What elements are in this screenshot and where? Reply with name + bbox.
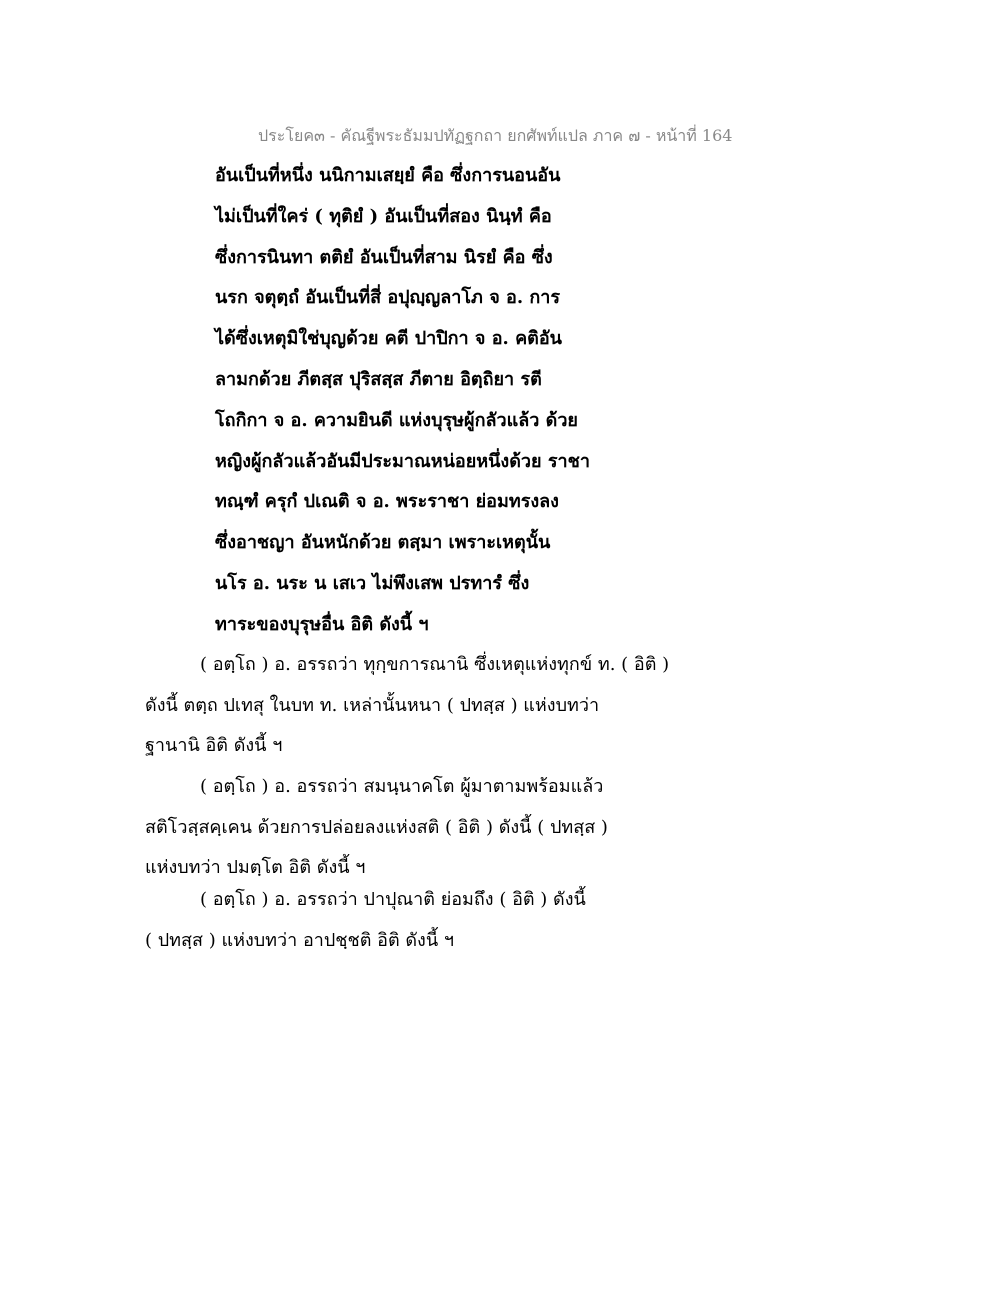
verse-line: ไม่เป็นที่ใคร่ ( ทุติยํ ) อันเป็นที่สอง นินฺทํ คือ bbox=[215, 205, 552, 227]
verse-line: ทณฺฑํ ครุกํ ปเณติ จ อ. พระราชา ย่อมทรงลง bbox=[215, 491, 559, 513]
verse-line: ได้ซึ่งเหตุมิใช่บุญด้วย คตี ปาปิกา จ อ. คติอัน bbox=[215, 328, 562, 350]
paragraph-line: สติโวสฺสคฺเคน ด้วยการปล่อยลงแห่งสติ ( อิติ ) ดังนี้ ( ปทสฺส ) bbox=[145, 816, 608, 838]
commentary-paragraph bbox=[145, 645, 865, 767]
paragraph-line: ดังนี้ ตตฺถ ปเทสุ ในบท ท. เหล่านั้นหนา ( ปทสฺส ) แห่งบทว่า bbox=[145, 694, 600, 716]
paragraph-line: แห่งบทว่า ปมตฺโต อิติ ดังนี้ ฯ bbox=[145, 857, 366, 878]
verse-line: นโร อ. นระ น เสเว ไม่พึงเสพ ปรทารํ ซึ่ง bbox=[215, 572, 530, 594]
verse-line: ซึ่งการนินทา ตติยํ อันเป็นที่สาม นิรยํ คือ ซึ่ง bbox=[215, 246, 553, 268]
verse-line: ลามกด้วย ภีตสฺส ปุริสสฺส ภีตาย อิตฺถิยา รตี bbox=[215, 368, 542, 390]
commentary-paragraph bbox=[145, 880, 865, 961]
paragraph-line: ( ปทสฺส ) แห่งบทว่า อาปชฺชติ อิติ ดังนี้ ฯ bbox=[145, 929, 454, 951]
paragraph-line: ฐานานิ อิติ ดังนี้ ฯ bbox=[145, 735, 283, 756]
paragraph-line: ( อตฺโถ ) อ. อรรถว่า สมนฺนาคโต ผู้มาตามพร้อมแล้ว bbox=[200, 776, 604, 797]
verse-line: ทาระของบุรุษอื่น อิติ ดังนี้ ฯ bbox=[215, 613, 429, 635]
verse-line: หญิงผู้กลัวแล้วอันมีประมาณหน่อยหนึ่งด้วย ราชา bbox=[215, 450, 590, 472]
paragraph-line: ( อตฺโถ ) อ. อรรถว่า ปาปุณาติ ย่อมถึง ( อิติ ) ดังนี้ bbox=[200, 889, 586, 910]
verse-line: ซึ่งอาชญา อันหนักด้วย ตสฺมา เพราะเหตุนั้น bbox=[215, 532, 551, 554]
verse-line: โถกิกา จ อ. ความยินดี แห่งบุรุษผู้กลัวแล้ว ด้วย bbox=[215, 409, 578, 431]
page-header: ประโยค๓ - คัณฐีพระธัมมปทัฏฐกถา ยกศัพท์แปล ภาค ๗ - หน้าที่ 164 bbox=[258, 126, 733, 145]
verse-line: นรก จตุตฺถํ อันเป็นที่สี่ อปุญฺญลาโภ จ อ. การ bbox=[215, 287, 561, 309]
commentary-paragraph bbox=[145, 767, 865, 889]
verse-line: อันเป็นที่หนึ่ง นนิกามเสยฺยํ คือ ซึ่งการนอนอัน bbox=[215, 165, 561, 186]
verse-translation-block bbox=[215, 156, 775, 646]
paragraph-line: ( อตฺโถ ) อ. อรรถว่า ทุกฺขการณานิ ซึ่งเหตุแห่งทุกข์ ท. ( อิติ ) bbox=[200, 654, 670, 675]
